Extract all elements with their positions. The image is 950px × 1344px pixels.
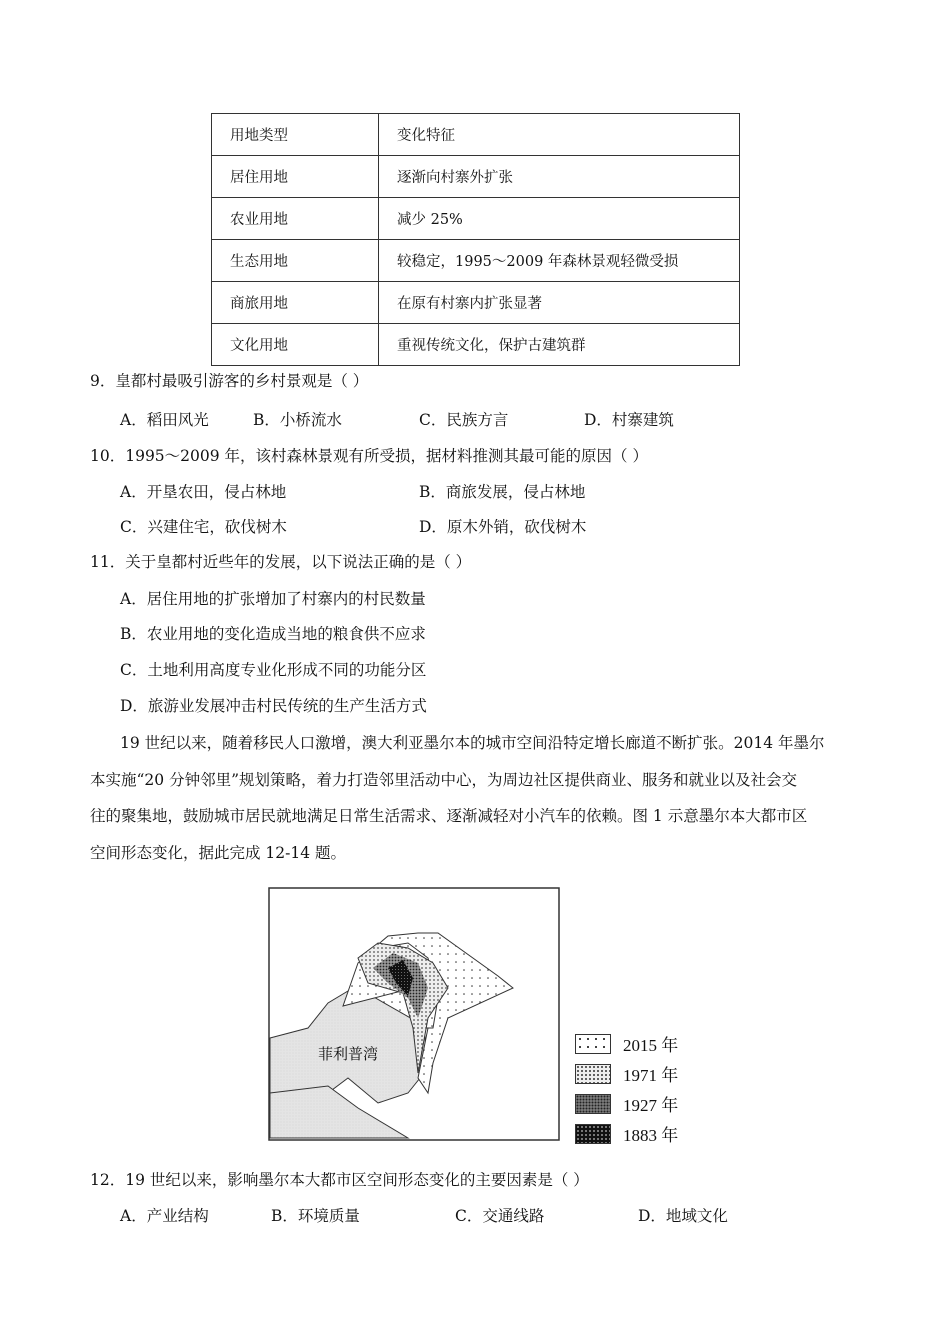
- question-9: 9．皇都村最吸引游客的乡村景观是（ ）: [90, 372, 369, 390]
- cell: 农业用地: [212, 198, 379, 240]
- legend-label: 1971 年: [623, 1066, 679, 1085]
- option: A．开垦农田，侵占林地: [120, 483, 287, 501]
- legend-1927: [575, 1091, 678, 1116]
- option: C．交通线路: [455, 1207, 545, 1225]
- cell: 重视传统文化，保护古建筑群: [379, 324, 740, 366]
- passage-line: 本实施“20 分钟邻里”规划策略，着力打造邻里活动中心，为周边社区提供商业、服务和就业以及社会交: [90, 771, 798, 789]
- option: D．旅游业发展冲击村民传统的生产生活方式: [120, 697, 427, 715]
- option: B．商旅发展，侵占林地: [419, 483, 586, 501]
- legend-label: 1927 年: [623, 1096, 679, 1115]
- option: C．民族方言: [419, 411, 509, 429]
- option: D．村寨建筑: [584, 411, 674, 429]
- legend-swatch: [575, 1124, 611, 1144]
- option: B．环境质量: [271, 1207, 360, 1225]
- bay-label: 菲利普湾: [318, 1045, 379, 1063]
- option: B．农业用地的变化造成当地的粮食供不应求: [120, 625, 426, 643]
- land-use-table: [211, 113, 740, 366]
- question-12: 12．19 世纪以来，影响墨尔本大都市区空间形态变化的主要因素是（ ）: [90, 1171, 589, 1189]
- option: A．产业结构: [120, 1207, 209, 1225]
- question-11: 11．关于皇都村近些年的发展，以下说法正确的是（ ）: [90, 553, 472, 571]
- cell: 在原有村寨内扩张显著: [379, 282, 740, 324]
- question-10: 10．1995～2009 年，该村森林景观有所受损，据材料推测其最可能的原因（ ）: [90, 447, 648, 465]
- legend-swatch: [575, 1094, 611, 1114]
- option: A．稻田风光: [120, 411, 209, 429]
- table-row: [212, 198, 740, 240]
- table-row: [212, 240, 740, 282]
- passage-line: 空间形态变化，据此完成 12-14 题。: [90, 844, 347, 862]
- option: C．兴建住宅，砍伐树木: [120, 518, 287, 536]
- option: D．原木外销，砍伐树木: [419, 518, 587, 536]
- legend-2015: [575, 1031, 678, 1056]
- cell: 居住用地: [212, 156, 379, 198]
- melbourne-map: [268, 878, 568, 1142]
- table-row: [212, 282, 740, 324]
- option: A．居住用地的扩张增加了村寨内的村民数量: [120, 590, 426, 608]
- legend-1971: [575, 1061, 678, 1086]
- cell: 生态用地: [212, 240, 379, 282]
- table-header-row: [212, 114, 740, 156]
- legend-label: 2015 年: [623, 1036, 679, 1055]
- cell: 减少 25%: [379, 198, 740, 240]
- cell: 较稳定，1995～2009 年森林景观轻微受损: [379, 240, 740, 282]
- header-cell: 变化特征: [379, 114, 740, 156]
- option: C．土地利用高度专业化形成不同的功能分区: [120, 661, 427, 679]
- header-cell: 用地类型: [212, 114, 379, 156]
- passage-line: 19 世纪以来，随着移民人口激增，澳大利亚墨尔本的城市空间沿特定增长廊道不断扩张。2014 年墨尔: [120, 734, 825, 752]
- passage-line: 往的聚集地，鼓励城市居民就地满足日常生活需求、逐渐减轻对小汽车的依赖。图 1 示意墨尔本大都市区: [90, 807, 808, 825]
- legend-swatch: [575, 1034, 611, 1054]
- cell: 文化用地: [212, 324, 379, 366]
- table-row: [212, 156, 740, 198]
- option: B．小桥流水: [253, 411, 342, 429]
- legend-swatch: [575, 1064, 611, 1084]
- cell: 商旅用地: [212, 282, 379, 324]
- legend-1883: [575, 1121, 678, 1146]
- option: D．地域文化: [638, 1207, 728, 1225]
- table-row: [212, 324, 740, 366]
- cell: 逐渐向村寨外扩张: [379, 156, 740, 198]
- legend-label: 1883 年: [623, 1126, 679, 1145]
